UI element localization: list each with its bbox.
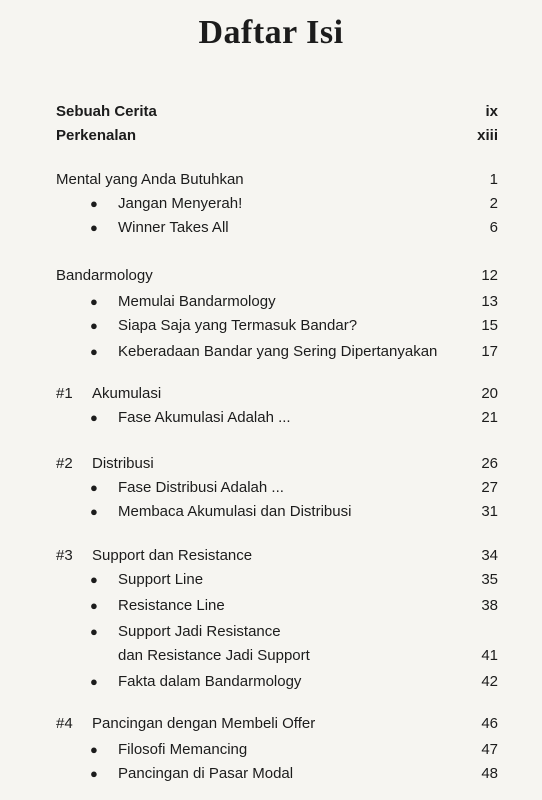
toc-entry (0, 596, 498, 616)
toc-entry-title: Membaca Akumulasi dan Distribusi (118, 503, 352, 520)
toc-entry-page-number: 1 (489, 171, 498, 188)
bullet-icon: ● (90, 480, 98, 495)
toc-entry-page-number: 6 (489, 219, 498, 236)
chapter-number: #2 (56, 455, 73, 472)
toc-entry (0, 126, 498, 146)
bullet-icon: ● (90, 742, 98, 757)
toc-entry-title: Keberadaan Bandar yang Sering Dipertanyakan (118, 343, 438, 360)
toc-entry-title: Resistance Line (118, 597, 225, 614)
toc-entry-page-number: 2 (489, 195, 498, 212)
toc-entry (0, 384, 498, 404)
chapter-number: #1 (56, 385, 73, 402)
toc-entry-page-number: 35 (481, 571, 498, 588)
toc-entry-page-number: 15 (481, 317, 498, 334)
toc-entry (0, 194, 498, 214)
toc-entry-title: Perkenalan (56, 127, 137, 144)
bullet-icon: ● (90, 196, 98, 211)
toc-entry-title: Siapa Saja yang Termasuk Bandar? (118, 317, 358, 334)
toc-entry-page-number: 38 (481, 597, 498, 614)
bullet-icon: ● (90, 318, 98, 333)
toc-entry-page-number: 46 (481, 715, 498, 732)
toc-entry-page-number: 48 (481, 765, 498, 782)
toc-entry-page-number: 17 (481, 343, 498, 360)
toc-entry-title: dan Resistance Jadi Support (118, 647, 310, 664)
toc-entry (0, 740, 498, 760)
toc-entry-page-number: 20 (481, 385, 498, 402)
toc-entry-page-number: ix (485, 103, 498, 120)
toc-entry-page-number: 13 (481, 293, 498, 310)
toc-entry (0, 218, 498, 238)
toc-entry-page-number: 31 (481, 503, 498, 520)
toc-entry-title: Pancingan dengan Membeli Offer (92, 715, 316, 732)
toc-entry-title: Filosofi Memancing (118, 741, 248, 758)
toc-entry (0, 408, 498, 428)
toc-entry-page-number: xiii (477, 127, 498, 144)
toc-entry (0, 502, 498, 522)
toc-entry-page-number: 21 (481, 409, 498, 426)
bullet-icon: ● (90, 598, 98, 613)
bullet-icon: ● (90, 220, 98, 235)
toc-entry-page-number: 47 (481, 741, 498, 758)
toc-entry-title: Support dan Resistance (92, 547, 253, 564)
toc-entry-title: Support Jadi Resistance (118, 623, 281, 640)
toc-entry (0, 102, 498, 122)
toc-entry (0, 546, 498, 566)
bullet-icon: ● (90, 410, 98, 425)
toc-entry (0, 622, 498, 642)
toc-entry-title: Winner Takes All (118, 219, 229, 236)
toc-entry (0, 454, 498, 474)
toc-entry-title: Mental yang Anda Butuhkan (56, 171, 244, 188)
toc-entry (0, 170, 498, 190)
bullet-icon: ● (90, 344, 98, 359)
toc-entry-page-number: 41 (481, 647, 498, 664)
toc-entry (0, 316, 498, 336)
toc-entry-title: Memulai Bandarmology (118, 293, 276, 310)
page-title: Daftar Isi (198, 14, 344, 51)
toc-entry-title: Fase Distribusi Adalah ... (118, 479, 284, 496)
toc-entry (0, 478, 498, 498)
toc-entry (0, 672, 498, 692)
toc-entry-title: Pancingan di Pasar Modal (118, 765, 294, 782)
toc-entry-title: Bandarmology (56, 267, 153, 284)
toc-entry (0, 714, 498, 734)
toc-entry-title: Fase Akumulasi Adalah ... (118, 409, 291, 426)
bullet-icon: ● (90, 294, 98, 309)
bullet-icon: ● (90, 504, 98, 519)
chapter-number: #3 (56, 547, 73, 564)
toc-entry-page-number: 27 (481, 479, 498, 496)
toc-entry (0, 764, 498, 784)
toc-entry (0, 342, 498, 362)
toc-entry-title: Support Line (118, 571, 204, 588)
toc-entry (0, 266, 498, 286)
toc-entry (0, 570, 498, 590)
toc-entry-title: Fakta dalam Bandarmology (118, 673, 302, 690)
toc-entry-title: Akumulasi (92, 385, 162, 402)
toc-entry-page-number: 12 (481, 267, 498, 284)
bullet-icon: ● (90, 766, 98, 781)
bullet-icon: ● (90, 572, 98, 587)
toc-entry-title: Jangan Menyerah! (118, 195, 243, 212)
toc-entry-page-number: 42 (481, 673, 498, 690)
toc-entry-title: Sebuah Cerita (56, 103, 157, 120)
toc-entry-page-number: 34 (481, 547, 498, 564)
toc-entry-page-number: 26 (481, 455, 498, 472)
chapter-number: #4 (56, 715, 73, 732)
toc-entry (0, 646, 498, 666)
bullet-icon: ● (90, 624, 98, 639)
toc-entry-title: Distribusi (92, 455, 154, 472)
bullet-icon: ● (90, 674, 98, 689)
toc-entry (0, 292, 498, 312)
